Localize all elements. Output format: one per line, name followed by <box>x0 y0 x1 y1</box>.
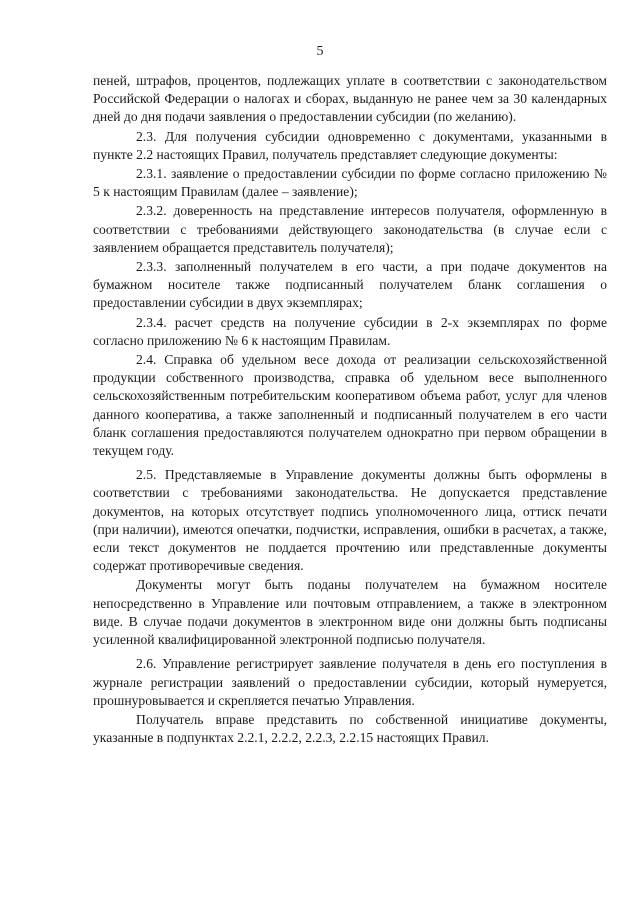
paragraph: 2.6. Управление регистрирует заявление получателя в день его поступления в журнале регистрации заявлений о предоставлении субсидии, который нумеруется, прошнуровывается и скрепляется печатью Управления. <box>93 656 607 708</box>
paragraph: Получатель вправе представить по собственной инициативе документы, указанные в подпунктах 2.2.1, 2.2.2, 2.2.3, 2.2.15 настоящих Правил. <box>93 711 607 746</box>
paragraph: 2.5. Представляемые в Управление документы должны быть оформлены в соответствии с требованиями законодательства. Не допускается представление документов, на которых отсутствует подпись уполномоченного лица, оттиск печати (при наличии), имеются опечатки, подчистки, исправления, ошибки в расчетах, а также, если текст документов не поддается прочтению или представленные документы содержат противоречивые сведения. <box>93 467 607 574</box>
paragraph: 2.3.1. заявление о предоставлении субсидии по форме согласно приложению № 5 к настоящим Правилам (далее – заявление); <box>93 166 607 200</box>
paragraph: пеней, штрафов, процентов, подлежащих уплате в соответствии с законодательством Российской Федерации о налогах и сборах, выданную не ранее чем за 30 календарных дней до дня подачи заявления о предоставлении субсидии (по желанию). <box>93 73 607 125</box>
paragraph: 2.4. Справка об удельном весе дохода от реализации сельскохозяйственной продукции собственного производства, справка об удельном весе выполненного сельскохозяйственным потребительским кооперативом объема работ, услуг для членов данного кооператива, а также заполненный и подписанный получателем в его части бланк соглашения предоставляются получателем однократно при первом обращении в текущем году. <box>93 352 607 459</box>
paragraph: 2.3.2. доверенность на представление интересов получателя, оформленную в соответствии с требованиями действующего законодательства (в случае если с заявлением обращается представитель получателя); <box>93 203 607 255</box>
paragraph: 2.3.3. заполненный получателем в его части, а при подаче документов на бумажном носителе также подписанный получателем бланк соглашения о предоставлении субсидии в двух экземплярах; <box>93 259 607 311</box>
paragraph: 2.3.4. расчет средств на получение субсидии в 2-х экземплярах по форме согласно приложению № 6 к настоящим Правилам. <box>93 314 607 348</box>
document-body <box>93 72 607 747</box>
paragraph: 2.3. Для получения субсидии одновременно с документами, указанными в пункте 2.2 настоящих Правил, получатель представляет следующие документы: <box>93 128 607 162</box>
paragraph: Документы могут быть поданы получателем на бумажном носителе непосредственно в Управление или почтовым отправлением, а также в электронном виде. В случае подачи документов в электронном виде они должны быть подписаны усиленной квалифицированной электронной подписью получателя. <box>93 577 607 648</box>
page-number: 5 <box>316 44 324 59</box>
